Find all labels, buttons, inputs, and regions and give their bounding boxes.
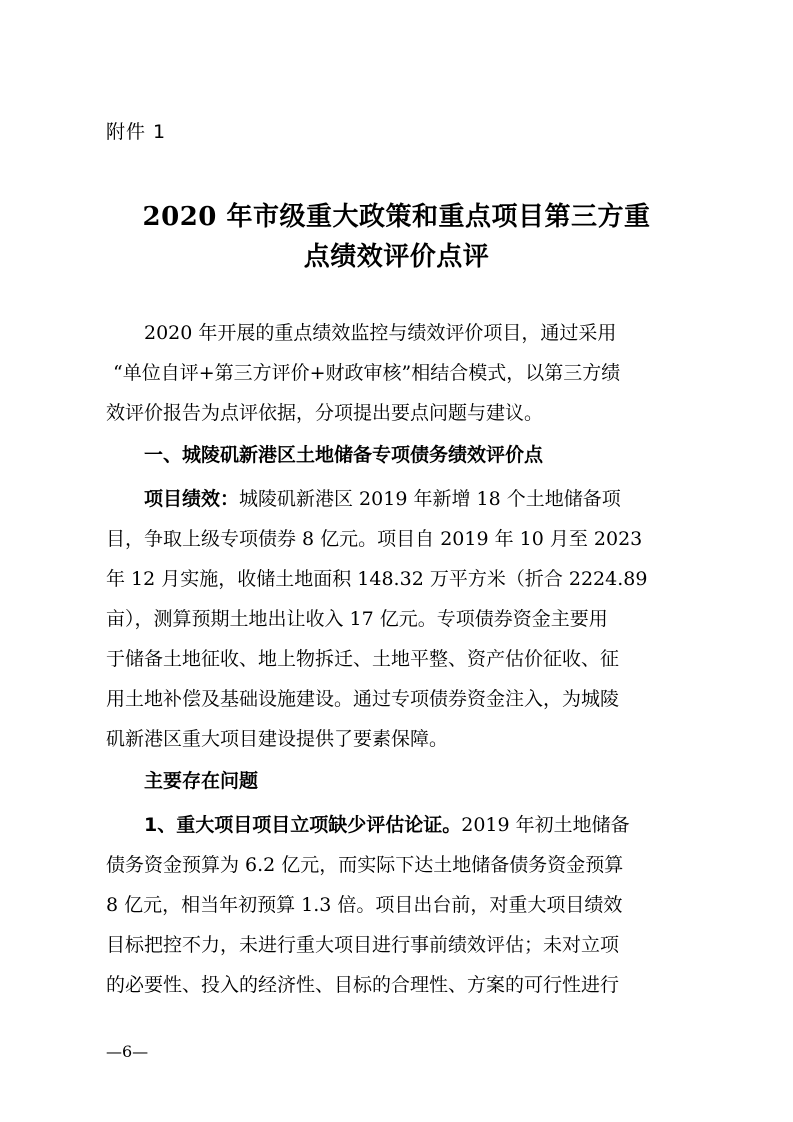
problem-paragraph-first-line — [106, 813, 724, 837]
problem-paragraph-line: 8 亿元，相当年初预算 1.3 倍。项目出台前，对重大项目绩效 — [106, 894, 623, 916]
problem-paragraph-line: 的必要性、投入的经济性、目标的合理性、方案的可行性进行 — [106, 974, 620, 996]
performance-paragraph-line: 于储备土地征收、地上物拆迁、土地平整、资产估价征收、征 — [106, 648, 620, 670]
section-heading: 一、城陵矶新港区土地储备专项债务绩效评价点 — [144, 444, 544, 466]
performance-paragraph-line: 矶新港区重大项目建设提供了要素保障。 — [106, 728, 449, 750]
page-number: —6— — [106, 1042, 149, 1061]
problems-heading: 主要存在问题 — [144, 770, 259, 792]
problem-paragraph-line: 债务资金预算为 6.2 亿元，而实际下达土地储备债务资金预算 — [106, 854, 624, 876]
problem-text: 2019 年初土地储备 — [461, 814, 630, 836]
document-title-line-2: 点绩效评价点评 — [303, 242, 490, 272]
performance-paragraph-first-line — [106, 487, 724, 511]
performance-paragraph-line: 年 12 月实施，收储土地面积 148.32 万平方米（折合 2224.89 — [106, 568, 648, 590]
intro-paragraph-line: “单位自评+第三方评价+财政审核”相结合模式，以第三方绩 — [113, 362, 621, 384]
performance-paragraph-line: 用土地补偿及基础设施建设。通过专项债券资金注入，为城陵 — [106, 688, 620, 710]
performance-paragraph-line: 亩），测算预期土地出让收入 17 亿元。专项债券资金主要用 — [106, 608, 608, 630]
performance-label: 项目绩效： — [144, 488, 240, 510]
attachment-label: 附件 1 — [106, 121, 167, 143]
problem-paragraph-line: 目标把控不力，未进行重大项目进行事前绩效评估；未对立项 — [106, 934, 620, 956]
intro-paragraph-line: 效评价报告为点评依据，分项提出要点问题与建议。 — [106, 402, 544, 424]
performance-text: 城陵矶新港区 2019 年新增 18 个土地储备项 — [239, 488, 621, 510]
problem-label: 1、重大项目项目立项缺少评估论证。 — [144, 814, 462, 836]
performance-paragraph-line: 目，争取上级专项债券 8 亿元。项目自 2019 年 10 月至 2023 — [106, 528, 643, 550]
intro-paragraph-line: 2020 年开展的重点绩效监控与绩效评价项目，通过采用 — [144, 322, 617, 344]
document-title-line-1: 2020 年市级重大政策和重点项目第三方重 — [142, 202, 651, 232]
